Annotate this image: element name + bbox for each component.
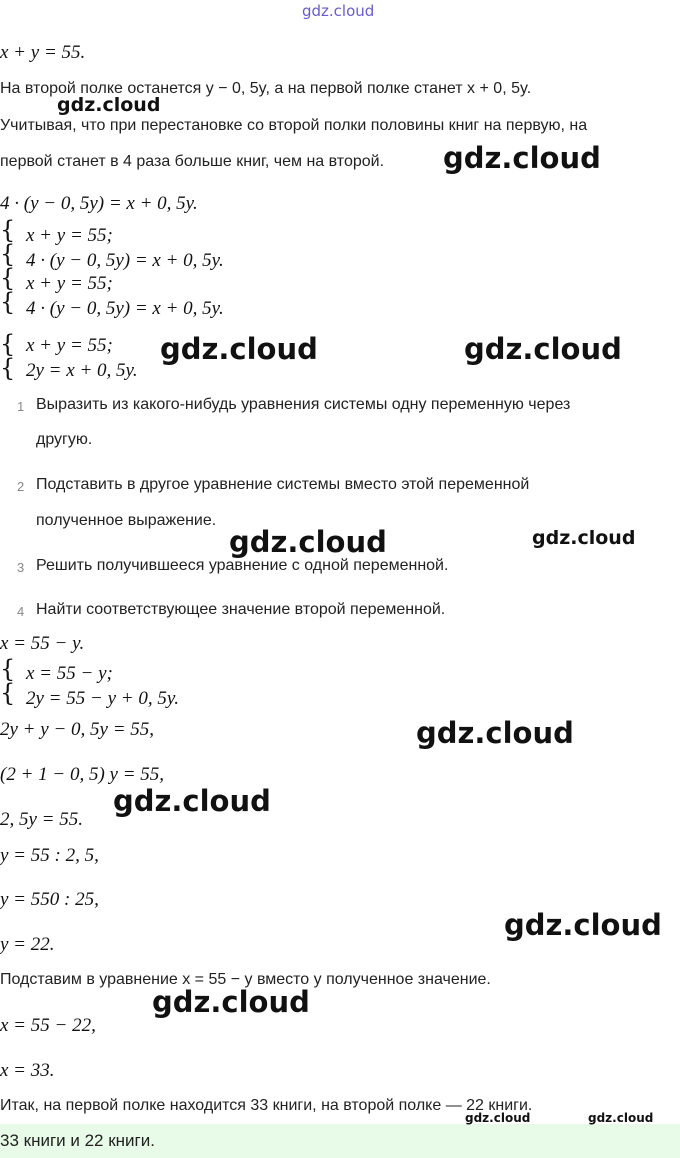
equation-step: (2 + 1 − 0, 5) y = 55, — [0, 764, 165, 785]
system1-eq3: x + y = 55; — [26, 273, 113, 294]
watermark-top: gdz.cloud — [302, 2, 375, 20]
system1-eq4: 4 · (y − 0, 5y) = x + 0, 5y. — [26, 298, 224, 319]
watermark: gdz.cloud — [160, 332, 318, 366]
system1-eq2: 4 · (y − 0, 5y) = x + 0, 5y. — [26, 250, 224, 271]
text-substitute: Подставим в уравнение x = 55 − y вместо y полученное значение. — [0, 971, 491, 988]
system-brace: { { — [0, 655, 16, 707]
step-text: Найти соответствующее значение второй переменной. — [36, 601, 446, 618]
step-number: 1 — [17, 399, 25, 414]
equation-step: y = 55 : 2, 5, — [0, 845, 99, 866]
answer-box — [0, 1124, 680, 1158]
system-brace: { { — [0, 330, 16, 382]
step-text: Подставить в другое уравнение системы вместо этой переменной — [36, 476, 530, 493]
equation-step: 2, 5y = 55. — [0, 809, 84, 830]
step-number: 3 — [17, 560, 25, 575]
watermark: gdz.cloud — [465, 1111, 531, 1125]
equation-step: x = 55 − 22, — [0, 1015, 96, 1036]
equation-step: y = 22. — [0, 934, 55, 955]
watermark: gdz.cloud — [504, 908, 662, 942]
watermark: gdz.cloud — [416, 716, 574, 750]
watermark: gdz.cloud — [57, 94, 161, 116]
system-brace: { { — [0, 216, 16, 268]
system3-eq2: 2y = 55 − y + 0, 5y. — [26, 688, 179, 709]
watermark: gdz.cloud — [229, 525, 387, 559]
text-condition-2: первой станет в 4 раза больше книг, чем на второй. — [0, 153, 385, 170]
watermark: gdz.cloud — [443, 141, 601, 175]
equation-step: 2y + y − 0, 5y = 55, — [0, 719, 155, 740]
system3-eq1: x = 55 − y; — [26, 663, 113, 684]
system-brace: { { — [0, 264, 16, 316]
equation-sum: x + y = 55. — [0, 42, 86, 63]
watermark: gdz.cloud — [588, 1111, 654, 1125]
system2-eq2: 2y = x + 0, 5y. — [26, 360, 138, 381]
step-number: 4 — [17, 604, 25, 619]
watermark: gdz.cloud — [532, 527, 636, 549]
equation-step: x = 33. — [0, 1060, 55, 1081]
step-text: Выразить из какого-нибудь уравнения системы одну переменную через — [36, 396, 571, 413]
equation-condition: 4 · (y − 0, 5y) = x + 0, 5y. — [0, 193, 198, 214]
text-remaining: На второй полке останется y − 0, 5y, а на первой полке станет x + 0, 5y. — [0, 80, 532, 97]
equation-step: y = 550 : 25, — [0, 889, 99, 910]
system2-eq1: x + y = 55; — [26, 335, 113, 356]
system1-eq1: x + y = 55; — [26, 225, 113, 246]
answer-text: 33 книги и 22 книги. — [0, 1131, 155, 1150]
watermark: gdz.cloud — [113, 784, 271, 818]
step-text: другую. — [36, 431, 93, 448]
equation-express-x: x = 55 − y. — [0, 633, 85, 654]
step-text: Решить получившееся уравнение с одной переменной. — [36, 557, 449, 574]
watermark: gdz.cloud — [152, 985, 310, 1019]
step-number: 2 — [17, 479, 25, 494]
watermark: gdz.cloud — [464, 332, 622, 366]
text-conclusion: Итак, на первой полке находится 33 книги, на второй полке — 22 книги. — [0, 1097, 533, 1114]
text-condition-1: Учитывая, что при перестановке со второй полки половины книг на первую, на — [0, 117, 588, 134]
step-text: полученное выражение. — [36, 512, 217, 529]
